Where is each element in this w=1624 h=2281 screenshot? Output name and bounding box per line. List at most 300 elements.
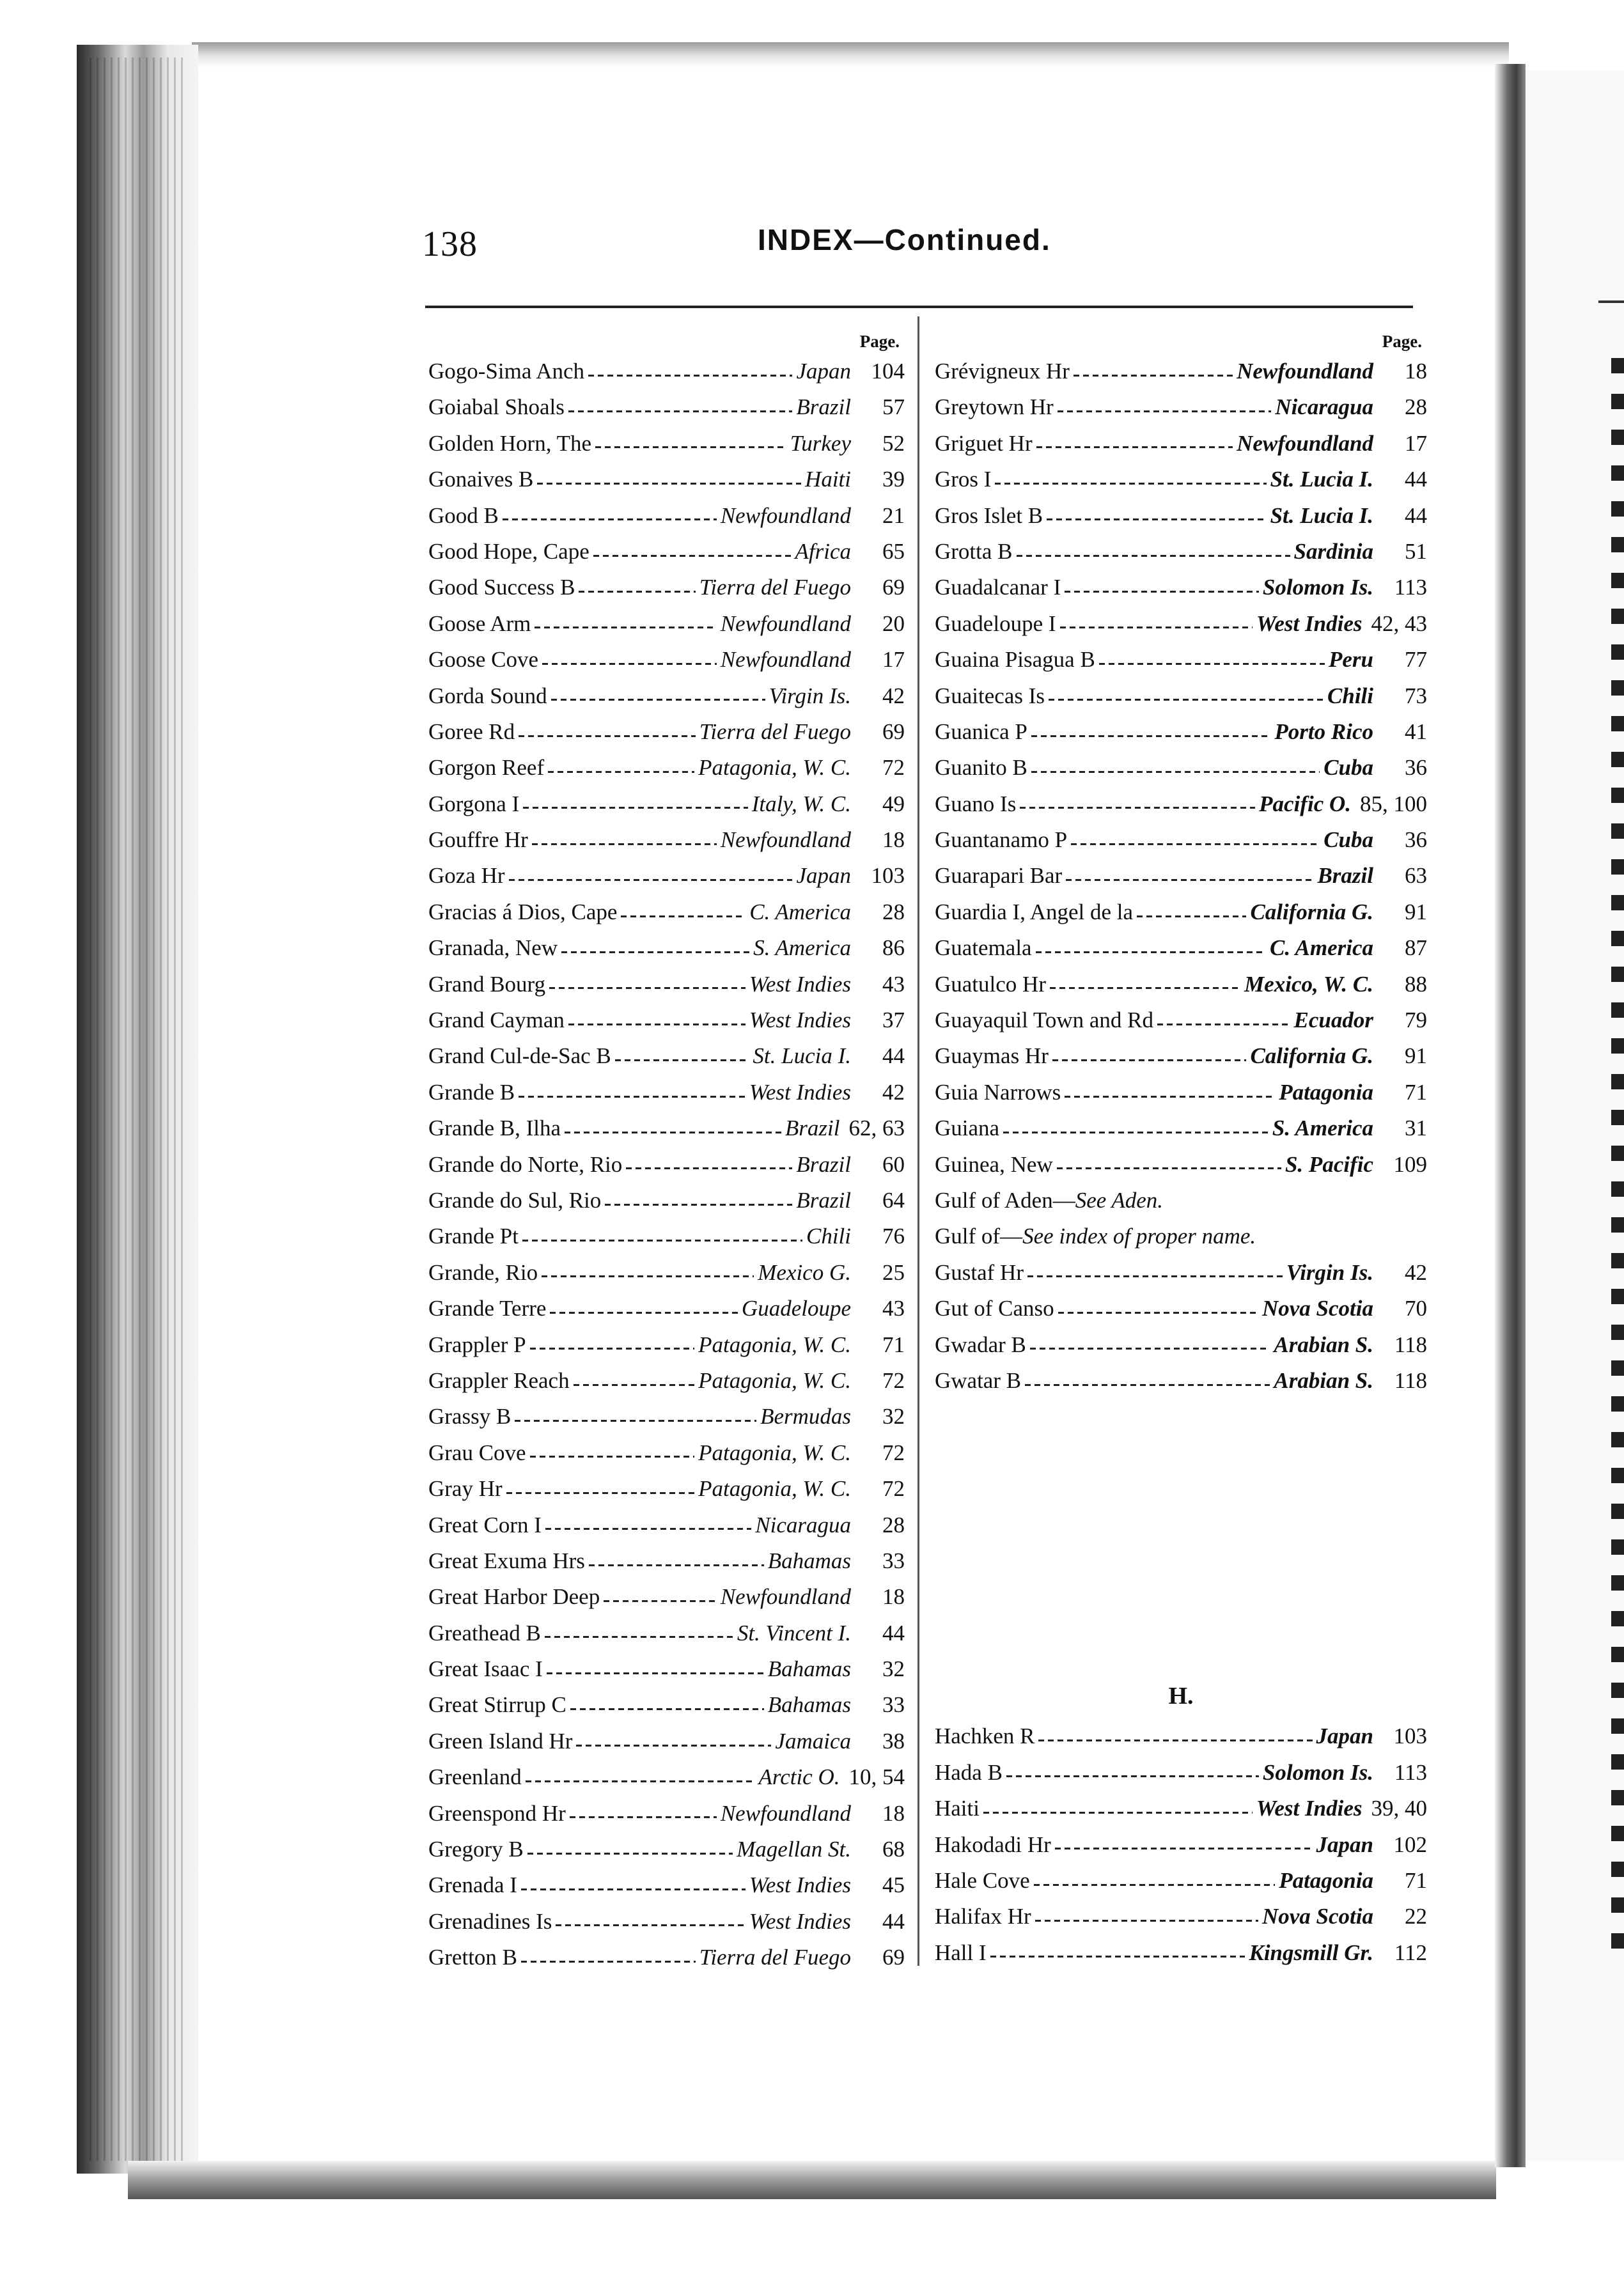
entry-name: Griguet Hr (935, 430, 1033, 456)
dot-leader (1038, 1740, 1312, 1741)
entry-pages: 91 (1405, 899, 1427, 924)
entry-pages: 45 (882, 1872, 905, 1898)
index-entry (935, 1718, 1427, 1754)
entry-name: Gorgona I (428, 791, 520, 816)
entry-pages: 44 (1405, 502, 1427, 528)
entry-pages: 69 (882, 1945, 905, 1970)
index-entry (428, 498, 905, 534)
entry-name: Guatemala (935, 935, 1032, 961)
entry-pages: 64 (882, 1187, 905, 1213)
index-entry (935, 354, 1427, 389)
index-entry (935, 426, 1427, 462)
entry-pages: 32 (882, 1656, 905, 1682)
dot-leader (595, 446, 786, 448)
entry-region: Newfoundland (1237, 359, 1373, 384)
index-entry (935, 1075, 1427, 1110)
entry-region: Nova Scotia (1261, 1904, 1373, 1929)
dot-leader (545, 1636, 733, 1638)
dot-leader (605, 1204, 792, 1206)
entry-name: Goose Arm (428, 611, 531, 636)
dot-leader (547, 1672, 764, 1674)
dot-leader (1031, 771, 1320, 773)
entry-name: Guarapari Bar (935, 863, 1063, 889)
entry-pages: 17 (1405, 430, 1427, 456)
entry-name: Goza Hr (428, 863, 505, 889)
index-entry (935, 1363, 1427, 1399)
index-entry (428, 1183, 905, 1218)
entry-pages: 42 (882, 683, 905, 708)
dot-leader (1036, 446, 1233, 448)
index-entry (428, 930, 905, 966)
dot-leader (1060, 627, 1253, 628)
entry-region: Patagonia, W. C. (698, 755, 851, 781)
entry-pages: 112 (1394, 1940, 1427, 1965)
entry-pages: 109 (1393, 1151, 1427, 1177)
entry-region: Nicaragua (1275, 394, 1373, 420)
index-entry (428, 606, 905, 642)
dot-leader (1030, 1348, 1270, 1350)
entry-name: Hall I (935, 1940, 987, 1965)
entry-name: Gut of Canso (935, 1296, 1054, 1321)
entry-name: Grand Cayman (428, 1008, 565, 1033)
index-entry (935, 462, 1427, 497)
entry-pages: 62, 63 (848, 1116, 905, 1141)
index-entry (935, 1791, 1427, 1826)
dot-leader (521, 1961, 696, 1963)
dot-leader (1099, 663, 1325, 665)
entry-name: Grenada I (428, 1872, 517, 1898)
dot-leader (523, 807, 748, 809)
entry-region: Chili (1327, 683, 1373, 708)
dot-leader (1025, 1384, 1270, 1386)
index-entry (935, 750, 1427, 786)
dot-leader (1065, 591, 1259, 593)
entry-pages: 31 (1405, 1116, 1427, 1141)
entry-pages: 28 (882, 899, 905, 924)
index-entry (428, 1832, 905, 1867)
entry-region: St. Vincent I. (737, 1620, 851, 1646)
entry-region: Tierra del Fuego (699, 719, 851, 744)
index-entry (428, 678, 905, 714)
dot-leader (574, 1384, 695, 1386)
index-entry (935, 1327, 1427, 1363)
entry-name: Grande, Rio (428, 1259, 538, 1285)
entry-name: Grand Cul-de-Sac B (428, 1043, 611, 1069)
entry-pages: 69 (882, 575, 905, 600)
entry-pages: 25 (882, 1259, 905, 1285)
index-entry (428, 786, 905, 822)
entry-pages: 57 (882, 394, 905, 420)
entry-region: West Indies (1256, 611, 1362, 636)
entry-region: Mexico G. (758, 1259, 851, 1285)
entry-name: Great Corn I (428, 1512, 542, 1538)
entry-pages: 103 (1393, 1724, 1427, 1749)
entry-region: Peru (1329, 647, 1373, 673)
entry-pages: 44 (882, 1620, 905, 1646)
index-entry (428, 967, 905, 1002)
entry-pages: 52 (882, 430, 905, 456)
entry-name: Guaitecas Is (935, 683, 1045, 708)
entry-pages: 71 (1405, 1867, 1427, 1893)
entry-pages: 37 (882, 1008, 905, 1033)
facing-page-rule (1598, 300, 1624, 303)
entry-name: Gorda Sound (428, 683, 547, 708)
index-entry (428, 1615, 905, 1651)
entry-region: Magellan St. (737, 1837, 851, 1862)
entry-region: Brazil (785, 1116, 840, 1141)
entry-pages: 118 (1394, 1367, 1427, 1393)
index-entry (428, 1940, 905, 1975)
entry-pages: 20 (882, 611, 905, 636)
entry-pages: 85, 100 (1360, 791, 1427, 816)
entry-region: Tierra del Fuego (699, 575, 851, 600)
index-entry (428, 1255, 905, 1291)
entry-name: Gwadar B (935, 1332, 1026, 1357)
entry-pages: 102 (1393, 1832, 1427, 1857)
index-entry (428, 1579, 905, 1615)
entry-name: Gouffre Hr (428, 827, 528, 853)
entry-name: Hachken R (935, 1724, 1035, 1749)
entry-region: Patagonia, W. C. (698, 1440, 851, 1465)
entry-pages: 43 (882, 1296, 905, 1321)
index-entry (935, 1038, 1427, 1074)
entry-name: Guanica P (935, 719, 1027, 744)
entry-pages: 21 (882, 502, 905, 528)
index-entry (428, 1651, 905, 1687)
dot-leader (570, 1708, 764, 1710)
entry-name: Great Stirrup C (428, 1692, 566, 1718)
index-entry (428, 1759, 905, 1795)
entry-name: Gulf of Aden— (935, 1187, 1075, 1213)
entry-name: Gonaives B (428, 467, 534, 492)
entry-region: St. Lucia I. (1270, 502, 1373, 528)
entry-pages: 10, 54 (848, 1764, 905, 1790)
entry-pages: 87 (1405, 935, 1427, 961)
entry-name: Grand Bourg (428, 971, 546, 997)
entry-region: S. Pacific (1284, 1151, 1373, 1177)
dot-leader (1074, 375, 1233, 377)
dot-leader (1137, 915, 1246, 917)
index-entry (935, 822, 1427, 858)
index-entry (428, 642, 905, 678)
entry-region: St. Lucia I. (1270, 467, 1373, 492)
page-number: 138 (422, 224, 478, 264)
dot-leader (556, 1924, 745, 1926)
page-stack-edges (90, 58, 185, 2161)
dot-leader (604, 1600, 717, 1602)
dot-leader (506, 1492, 694, 1494)
index-entry (428, 714, 905, 750)
entry-pages: 73 (1405, 683, 1427, 708)
index-entry (935, 930, 1427, 966)
dot-leader (1058, 410, 1272, 412)
dot-leader (1003, 1132, 1269, 1133)
entry-region: California G. (1250, 1043, 1373, 1069)
dot-leader (1020, 807, 1255, 809)
dot-leader (579, 591, 695, 593)
entry-pages: 42 (1405, 1259, 1427, 1285)
entry-pages: 32 (882, 1404, 905, 1429)
entry-pages: 18 (1405, 359, 1427, 384)
dot-leader (535, 627, 716, 628)
entry-region: Haiti (805, 467, 851, 492)
entry-region: Arctic O. (758, 1764, 840, 1790)
index-entry (935, 570, 1427, 605)
index-entries-right (935, 354, 1427, 1183)
entry-pages: 51 (1405, 538, 1427, 564)
index-entry (428, 426, 905, 462)
entry-region: Bahamas (767, 1692, 851, 1718)
dot-leader (503, 518, 717, 520)
header-rule (425, 306, 1413, 308)
entry-pages: 118 (1394, 1332, 1427, 1357)
index-entry (428, 1724, 905, 1759)
index-entries-left (428, 354, 905, 1976)
entry-name: Guardia I, Angel de la (935, 899, 1134, 924)
index-entry (935, 642, 1427, 678)
entry-pages: 22 (1405, 1904, 1427, 1929)
index-entry (935, 858, 1427, 894)
index-entry (935, 1291, 1427, 1327)
entry-region: Newfoundland (720, 1800, 851, 1826)
dot-leader (990, 1956, 1245, 1958)
entry-pages: 28 (882, 1512, 905, 1538)
entry-name: Guaymas Hr (935, 1043, 1049, 1069)
dot-leader (615, 1059, 749, 1061)
dot-leader (509, 879, 793, 881)
index-entry (428, 1399, 905, 1435)
entry-name: Gogo-Sima Anch (428, 359, 585, 384)
index-entry (428, 894, 905, 930)
index-entry (935, 1899, 1427, 1935)
index-entry (935, 1110, 1427, 1146)
dot-leader (1057, 1167, 1281, 1169)
entry-pages: 28 (1405, 394, 1427, 420)
entry-region: Brazil (796, 1151, 851, 1177)
entry-region: Japan (796, 359, 851, 384)
entry-region: Arabian S. (1274, 1367, 1373, 1393)
entry-region: Ecuador (1293, 1008, 1373, 1033)
entry-name: Gros I (935, 467, 992, 492)
entry-pages: 103 (871, 863, 905, 889)
entry-region: S. America (1272, 1116, 1373, 1141)
entry-pages: 77 (1405, 647, 1427, 673)
index-column-left (428, 329, 905, 1976)
dot-leader (522, 1240, 802, 1242)
see-text: See Aden. (1075, 1187, 1164, 1213)
column-divider (917, 316, 919, 1966)
entry-region: Cuba (1323, 755, 1373, 781)
entry-name: Greenland (428, 1764, 522, 1790)
entry-pages: 65 (882, 538, 905, 564)
entry-region: Japan (1316, 1832, 1373, 1857)
entry-region: Patagonia, W. C. (698, 1476, 851, 1502)
entry-region: C. America (749, 899, 851, 924)
entry-pages: 33 (882, 1548, 905, 1573)
dot-leader (519, 735, 696, 737)
dot-leader (995, 483, 1266, 485)
entry-name: Gustaf Hr (935, 1259, 1024, 1285)
see-reference-entry (935, 1183, 1427, 1218)
entry-region: Japan (796, 863, 851, 889)
entry-name: Goiabal Shoals (428, 394, 565, 420)
entry-pages: 42 (882, 1079, 905, 1105)
index-entry (935, 786, 1427, 822)
entry-region: Virgin Is. (1286, 1259, 1373, 1285)
dot-leader (542, 1275, 754, 1277)
index-entry (428, 1038, 905, 1074)
entry-name: Guano Is (935, 791, 1017, 816)
entry-region: California G. (1250, 899, 1373, 924)
index-entry (428, 858, 905, 894)
entry-name: Grassy B (428, 1404, 511, 1429)
entry-region: West Indies (749, 1908, 851, 1934)
entry-region: Nova Scotia (1261, 1296, 1373, 1321)
entry-name: Grenadines Is (428, 1908, 552, 1934)
index-entry (428, 1543, 905, 1579)
dot-leader (561, 951, 749, 953)
entry-pages: 72 (882, 1476, 905, 1502)
dot-leader (576, 1745, 771, 1747)
entry-region: Patagonia (1279, 1079, 1373, 1105)
dot-leader (1031, 735, 1271, 737)
entry-region: Virgin Is. (769, 683, 851, 708)
book-bottom-edge (128, 2161, 1496, 2199)
index-column-right (935, 329, 1427, 1971)
dot-leader (530, 1348, 695, 1350)
index-entry (428, 570, 905, 605)
entry-name: Guayaquil Town and Rd (935, 1008, 1154, 1033)
entry-name: Gretton B (428, 1945, 518, 1970)
dot-leader (1006, 1775, 1259, 1777)
entry-name: Gorgon Reef (428, 755, 545, 781)
dot-leader (983, 1812, 1253, 1814)
dot-leader (521, 1888, 746, 1890)
dot-leader (1058, 1312, 1258, 1314)
entry-pages: 36 (1405, 827, 1427, 853)
dot-leader (527, 1853, 733, 1855)
entry-region: Newfoundland (720, 1584, 851, 1610)
entry-pages: 69 (882, 719, 905, 744)
index-entry (935, 1827, 1427, 1863)
entry-name: Great Harbor Deep (428, 1584, 600, 1610)
entry-pages: 49 (882, 791, 905, 816)
entry-name: Grande do Norte, Rio (428, 1151, 623, 1177)
index-entry (428, 1002, 905, 1038)
entry-name: Guantanamo P (935, 827, 1068, 853)
dot-leader (515, 1420, 756, 1422)
entry-pages: 18 (882, 827, 905, 853)
section-letter-h: H. (1168, 1683, 1194, 1710)
entry-region: Newfoundland (1237, 430, 1373, 456)
entry-region: Nicaragua (755, 1512, 851, 1538)
entry-name: Guanito B (935, 755, 1027, 781)
entry-region: S. America (753, 935, 851, 961)
entry-name: Haiti (935, 1796, 980, 1821)
entry-name: Grau Cove (428, 1440, 526, 1465)
index-entry (428, 750, 905, 786)
dot-leader (626, 1167, 792, 1169)
entry-name: Grotta B (935, 538, 1013, 564)
index-entry (428, 1110, 905, 1146)
entry-name: Green Island Hr (428, 1728, 573, 1754)
entry-pages: 71 (882, 1332, 905, 1357)
index-entry (428, 1291, 905, 1327)
entry-pages: 88 (1405, 971, 1427, 997)
entry-region: Cuba (1323, 827, 1373, 853)
entry-name: Greenspond Hr (428, 1800, 566, 1826)
entry-region: West Indies (749, 1008, 851, 1033)
entry-region: St. Lucia I. (753, 1043, 851, 1069)
entry-pages: 17 (882, 647, 905, 673)
dot-leader (548, 771, 694, 773)
entry-name: Greytown Hr (935, 394, 1054, 420)
entry-pages: 68 (882, 1837, 905, 1862)
dot-leader (545, 1528, 751, 1530)
dot-leader (1065, 1096, 1275, 1098)
dot-leader (568, 410, 793, 412)
dot-leader (1035, 1920, 1258, 1922)
dot-leader (551, 699, 765, 701)
entry-name: Hada B (935, 1759, 1003, 1785)
entry-pages: 72 (882, 1440, 905, 1465)
dot-leader (593, 555, 792, 557)
dot-leader (1027, 1275, 1283, 1277)
entry-region: Japan (1316, 1724, 1373, 1749)
dot-leader (537, 483, 801, 485)
index-entry (428, 1363, 905, 1399)
dot-leader (1017, 555, 1290, 557)
facing-page (1526, 70, 1624, 2161)
dot-leader (1034, 1884, 1276, 1886)
entry-name: Greathead B (428, 1620, 541, 1646)
entry-pages: 18 (882, 1800, 905, 1826)
entry-name: Golden Horn, The (428, 430, 591, 456)
entry-region: Kingsmill Gr. (1249, 1940, 1373, 1965)
index-entry (935, 1255, 1427, 1291)
entry-pages: 38 (882, 1728, 905, 1754)
entry-name: Goree Rd (428, 719, 515, 744)
dot-leader (568, 1024, 746, 1025)
entry-name: Grappler P (428, 1332, 526, 1357)
index-entry (428, 1507, 905, 1543)
entry-pages: 113 (1394, 575, 1427, 600)
entry-name: Gulf of— (935, 1224, 1023, 1249)
index-entry (935, 967, 1427, 1002)
entry-pages: 71 (1405, 1079, 1427, 1105)
facing-page-text-edge (1611, 358, 1624, 1969)
index-entry (428, 354, 905, 389)
entry-name: Good Hope, Cape (428, 538, 589, 564)
dot-leader (1055, 1848, 1313, 1849)
index-entry (935, 534, 1427, 570)
index-entry (428, 1904, 905, 1940)
entry-pages: 86 (882, 935, 905, 961)
entry-name: Good Success B (428, 575, 575, 600)
dot-leader (532, 843, 717, 845)
entry-region: Newfoundland (720, 647, 851, 673)
entry-name: Great Exuma Hrs (428, 1548, 585, 1573)
dot-leader (565, 1132, 781, 1133)
entry-name: Good B (428, 502, 499, 528)
entry-pages: 39 (882, 467, 905, 492)
index-entry (935, 714, 1427, 750)
entry-name: Grévigneux Hr (935, 359, 1070, 384)
entry-region: Bahamas (767, 1656, 851, 1682)
index-entry (428, 1075, 905, 1110)
dot-leader (621, 915, 746, 917)
entry-region: Brazil (796, 394, 851, 420)
